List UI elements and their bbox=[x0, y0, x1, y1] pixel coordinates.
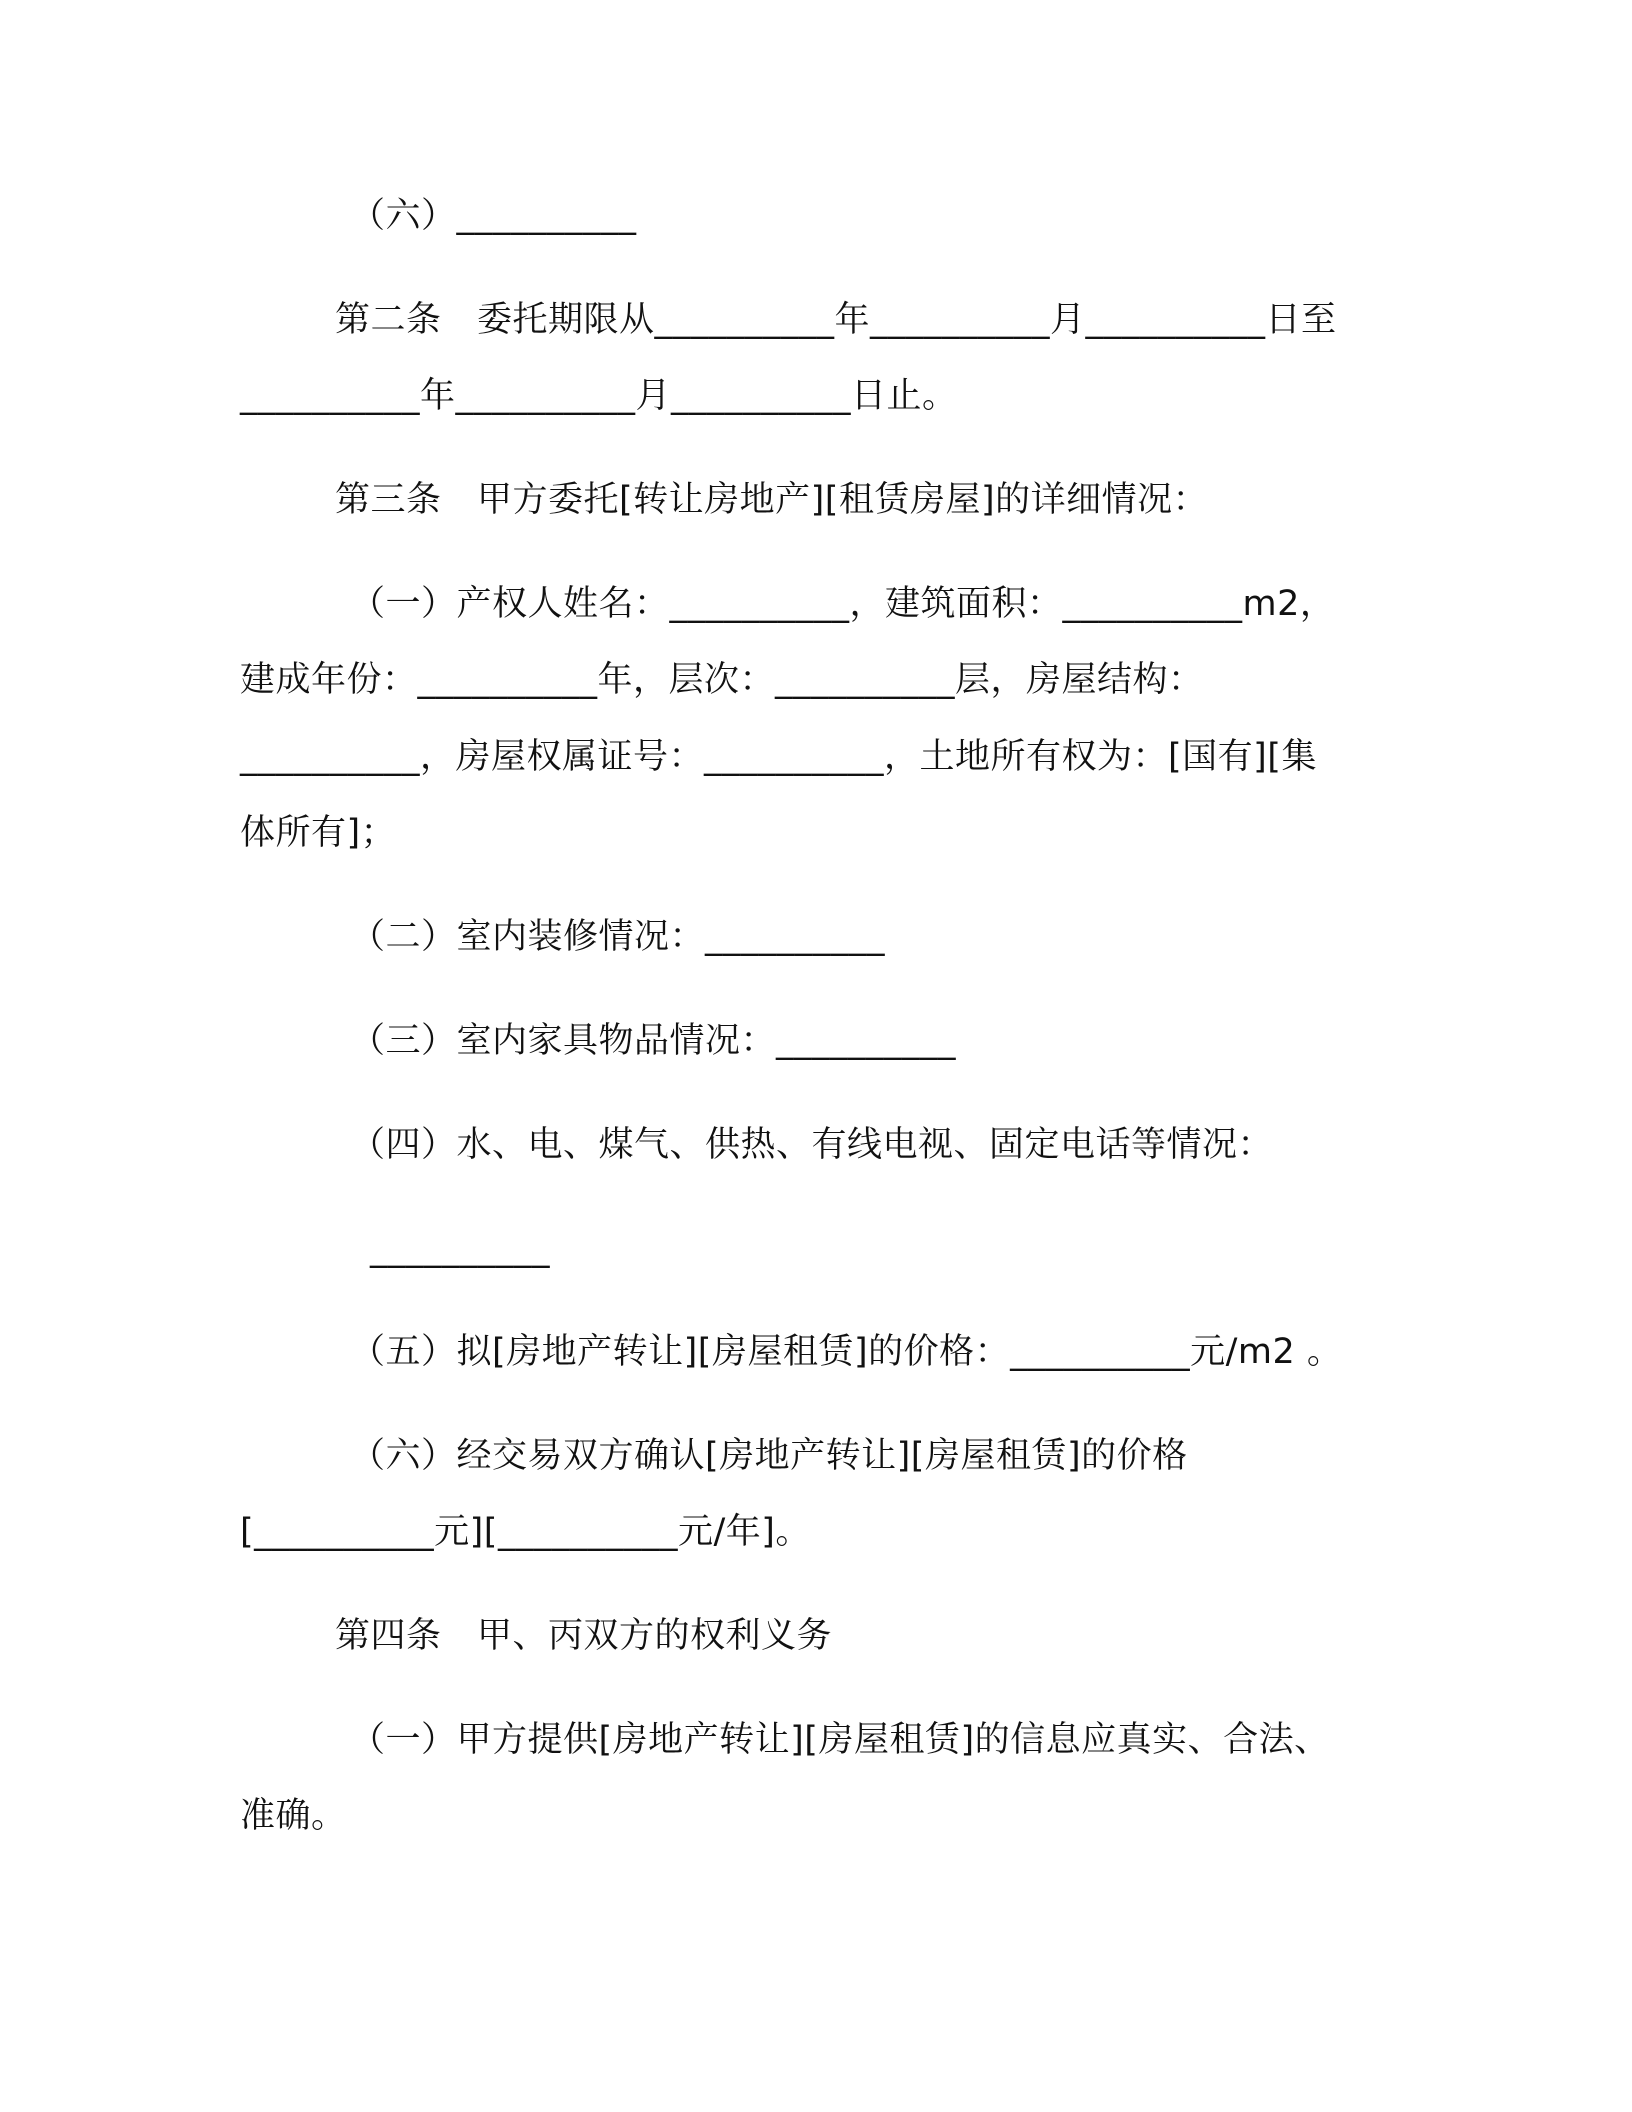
article-3-item-6-line-2: [__________元][__________元/年]。 bbox=[240, 1512, 811, 1552]
article-3-item-1-line-2: 建成年份：__________年，层次：__________层，房屋结构： bbox=[240, 660, 1204, 700]
article-3-item-6: （六）经交易双方确认[房地产转让][房屋租赁]的价格 bbox=[350, 1436, 1188, 1476]
article-3-item-4: （四）水、电、煤气、供热、有线电视、固定电话等情况： bbox=[350, 1125, 1274, 1165]
article-2-heading: 第二条 委托期限从__________年__________月__________日至 bbox=[335, 300, 1337, 340]
article-2-continuation: __________年__________月__________日止。 bbox=[240, 376, 958, 416]
article-3-heading: 第三条 甲方委托[转让房地产][租赁房屋]的详细情况： bbox=[335, 480, 1209, 520]
article-3-item-1-line-3: __________，房屋权属证号：__________，土地所有权为：[国有][集 bbox=[240, 737, 1317, 777]
article-4-heading: 第四条 甲、丙双方的权利义务 bbox=[335, 1616, 833, 1656]
article-3-item-4-blank: __________ bbox=[370, 1229, 550, 1269]
article-3-item-2: （二）室内装修情况：__________ bbox=[350, 917, 886, 957]
article-4-item-1: （一）甲方提供[房地产转让][房屋租赁]的信息应真实、合法、 bbox=[350, 1720, 1330, 1760]
article-4-item-1-line-2: 准确。 bbox=[240, 1796, 347, 1836]
clause-item-6-blank: （六）__________ bbox=[350, 196, 637, 236]
article-3-item-3: （三）室内家具物品情况：__________ bbox=[350, 1021, 957, 1061]
article-3-item-5: （五）拟[房地产转让][房屋租赁]的价格：__________元/m2 。 bbox=[350, 1332, 1343, 1372]
article-3-item-1: （一）产权人姓名：__________，建筑面积：__________m2， bbox=[350, 584, 1336, 624]
article-3-item-1-line-4: 体所有]； bbox=[240, 813, 397, 853]
